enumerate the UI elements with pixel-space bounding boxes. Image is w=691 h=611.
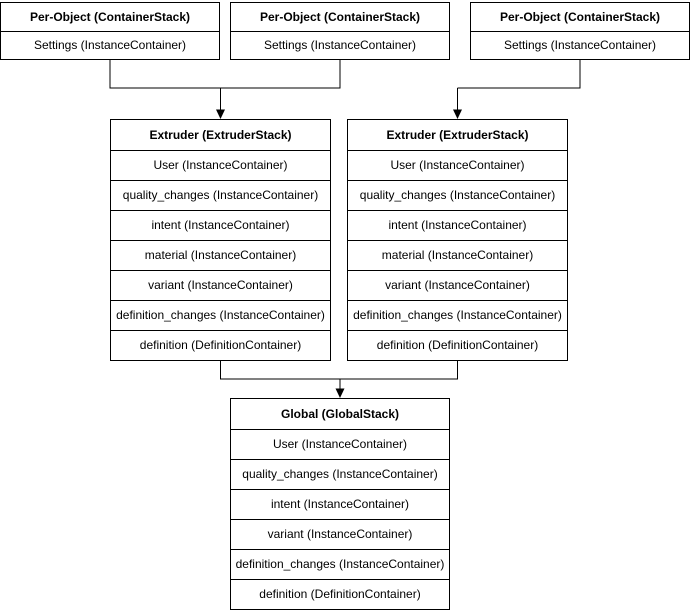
stack-title: Global (GlobalStack): [280, 406, 400, 421]
stack-row: definition_changes (InstanceContainer): [348, 300, 567, 330]
stack-row: User (InstanceContainer): [111, 150, 330, 180]
stack-row: definition_changes (InstanceContainer): [231, 549, 449, 579]
stack-title: Per-Object (ContainerStack): [29, 9, 191, 24]
stack-row: Settings (InstanceContainer): [471, 31, 689, 59]
per-object-stack-3: [470, 2, 690, 60]
global-stack: [230, 398, 450, 610]
extruder-stack-1: [110, 119, 331, 361]
stack-row: intent (InstanceContainer): [231, 489, 449, 519]
stack-title: Extruder (ExtruderStack): [386, 127, 529, 142]
stack-row: definition_changes (InstanceContainer): [111, 300, 330, 330]
extruder-stack-2: [347, 119, 568, 361]
edge-extruders-rail: [221, 359, 458, 379]
arrowhead-extruder2: [453, 110, 462, 120]
stack-row: intent (InstanceContainer): [348, 210, 567, 240]
stack-row: quality_changes (InstanceContainer): [231, 459, 449, 489]
stack-row: Settings (InstanceContainer): [231, 31, 449, 59]
stack-row: quality_changes (InstanceContainer): [348, 180, 567, 210]
stack-row: material (InstanceContainer): [348, 240, 567, 270]
stack-row: variant (InstanceContainer): [111, 270, 330, 300]
stack-row: variant (InstanceContainer): [348, 270, 567, 300]
stack-row: definition (DefinitionContainer): [111, 330, 330, 360]
stack-row: intent (InstanceContainer): [111, 210, 330, 240]
stack-title: Extruder (ExtruderStack): [149, 127, 292, 142]
edge-perobject1-perobject2-rail: [110, 58, 340, 88]
stack-row: User (InstanceContainer): [231, 429, 449, 459]
stack-title: Per-Object (ContainerStack): [259, 9, 421, 24]
arrowhead-extruder1: [216, 110, 225, 120]
stack-row: variant (InstanceContainer): [231, 519, 449, 549]
stack-row: quality_changes (InstanceContainer): [111, 180, 330, 210]
stack-row: definition (DefinitionContainer): [348, 330, 567, 360]
edge-perobject3-rail: [458, 58, 581, 88]
arrowhead-global: [336, 389, 345, 399]
per-object-stack-2: [230, 2, 450, 60]
stack-title: Per-Object (ContainerStack): [499, 9, 661, 24]
stack-row: Settings (InstanceContainer): [1, 31, 219, 59]
stack-row: User (InstanceContainer): [348, 150, 567, 180]
per-object-stack-1: [0, 2, 220, 60]
stack-row: material (InstanceContainer): [111, 240, 330, 270]
stack-row: definition (DefinitionContainer): [231, 579, 449, 609]
